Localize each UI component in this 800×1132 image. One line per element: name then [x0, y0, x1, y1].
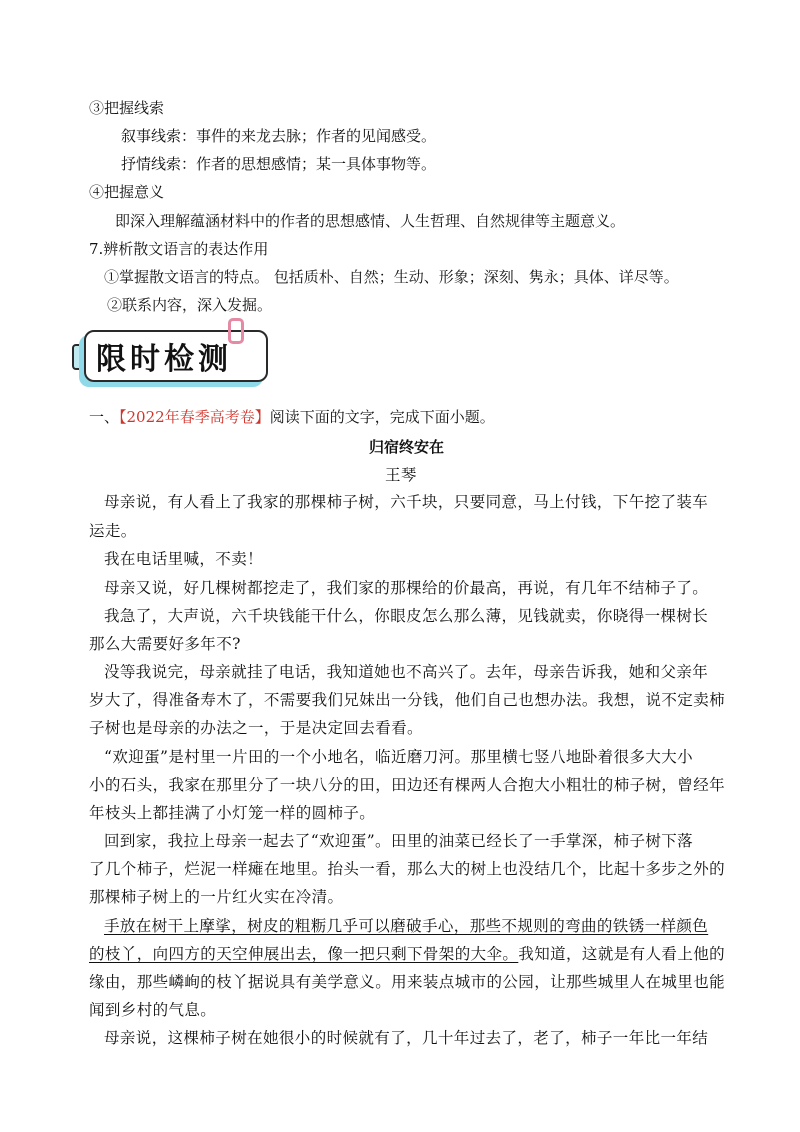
article-line: 母亲又说，好几棵树都挖走了，我们家的那棵给的价最高，再说，有几年不结柿子了。 — [104, 579, 709, 597]
article-line: 我急了，大声说，六千块钱能干什么，你眼皮怎么那么薄，见钱就卖，你晓得一棵树长 — [104, 607, 709, 625]
article-line: 母亲说，这棵柿子树在她很小的时候就有了，几十年过去了，老了，柿子一年比一年结 — [104, 1029, 709, 1047]
article-line: 那么大需要好多年不? — [89, 635, 241, 653]
article-line: 缘由，那些嶙峋的枝丫据说具有美学意义。用来装点城市的公园，让那些城里人在城里也能 — [89, 973, 726, 991]
item4-title: ④把握意义 — [89, 183, 165, 201]
banner-label: 限时检测 — [96, 342, 232, 377]
after-underline-text: 我知道，这就是有人看上他的 — [518, 945, 726, 963]
article-title: 归宿终安在 — [369, 438, 445, 456]
sec7-point-b: ②联系内容，深入发掘。 — [107, 296, 273, 314]
article-author: 王琴 — [385, 466, 417, 484]
article-line: 运走。 — [89, 522, 137, 540]
article-line — [89, 944, 725, 964]
timed-test-banner — [70, 322, 266, 382]
question-instruction: 阅读下面的文字，完成下面小题。 — [269, 408, 495, 426]
article-line: 岁大了，得准备寿木了，不需要我们兄妹出一分钱，他们自己也想办法。我想，说不定卖柿 — [89, 691, 726, 709]
article-line: 小的石头，我家在那里分了一块八分的田，田边还有棵两人合抱大小粗壮的柿子树，曾经年 — [89, 776, 726, 794]
item3-title: ③把握线索 — [89, 99, 165, 117]
underlined-sentence-2: 的枝丫，向四方的天空伸展出去，像一把只剩下骨架的大伞。 — [89, 945, 519, 963]
lyric-clue: 抒情线索：作者的思想感情；某一具体事物等。 — [121, 155, 437, 173]
question-number: 一、 — [89, 408, 120, 426]
article-line: 母亲说，有人看上了我家的那棵柿子树，六千块，只要同意，马上付钱，下午挖了装车 — [104, 493, 709, 511]
question-header — [89, 407, 495, 427]
underlined-sentence-1: 手放在树干上摩挲，树皮的粗粝几乎可以磨破手心，那些不规则的弯曲的铁锈一样颜色 — [104, 917, 709, 935]
narrative-clue: 叙事线索：事件的来龙去脉；作者的见闻感受。 — [121, 127, 437, 145]
article-line: 没等我说完，母亲就挂了电话，我知道她也不高兴了。去年，母亲告诉我，她和父亲年 — [104, 663, 709, 681]
article-line: “欢迎蛋”是村里一片田的一个小地名，临近磨刀河。那里横七竖八地卧着很多大大小 — [104, 748, 694, 766]
article-line: 我在电话里喊，不卖！ — [104, 550, 264, 568]
sec7-point-a: ①掌握散文语言的特点。 包括质朴、自然；生动、形象；深刻、隽永；具体、详尽等。 — [104, 268, 679, 286]
article-line: 那棵柿子树上的一片红火实在冷清。 — [89, 888, 344, 906]
exam-source: 【2022年春季高考卷】 — [119, 408, 270, 426]
item4-desc: 即深入理解蕴涵材料中的作者的思想感情、人生哲理、自然规律等主题意义。 — [115, 212, 626, 230]
article-line: 回到家，我拉上母亲一起去了“欢迎蛋”。田里的油菜已经长了一手掌深，柿子树下落 — [104, 832, 694, 850]
article-line: 闻到乡村的气息。 — [89, 1001, 217, 1019]
article-line: 年枝头上都挂满了小灯笼一样的圆柿子。 — [89, 804, 376, 822]
sec7-title: 7.辨析散文语言的表达作用 — [89, 240, 269, 258]
article-line: 了几个柿子，烂泥一样瘫在地里。抬头一看，那么大的树上也没结几个，比起十多步之外的 — [89, 860, 726, 878]
article-line: 子树也是母亲的办法之一，于是决定回去看看。 — [89, 719, 423, 737]
